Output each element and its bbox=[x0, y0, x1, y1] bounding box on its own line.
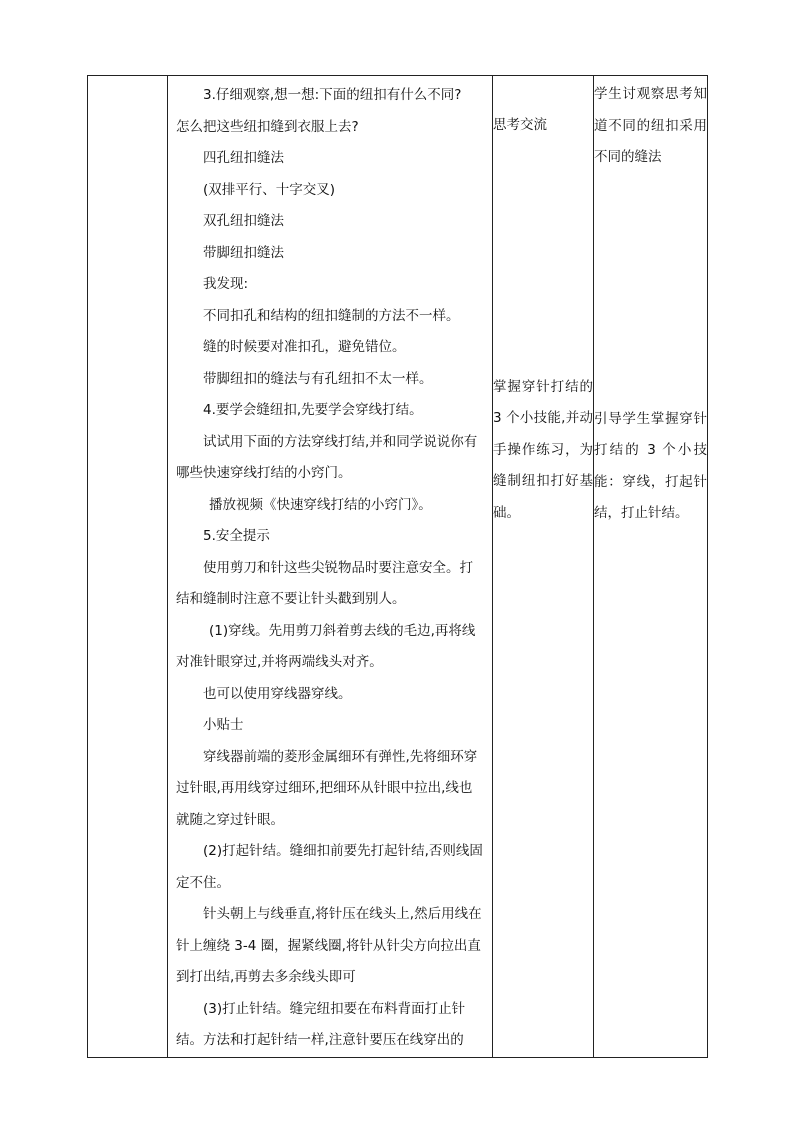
content-line: 缝的时候要对准扣孔，避免错位。 bbox=[203, 339, 406, 355]
content-line: 我发现: bbox=[203, 276, 249, 292]
content-line: 5.安全提示 bbox=[203, 528, 270, 544]
intent-text-b: 引导学生掌握穿针打结的 3 个小技能：穿线，打起针结，打止针结。 bbox=[594, 410, 707, 521]
content-line: 播放视频《快速穿线打结的小窍门》。 bbox=[209, 496, 432, 513]
content-line: 不同扣孔和结构的纽扣缝制的方法不一样。 bbox=[203, 307, 460, 324]
content-line: 针头朝上与线垂直,将针压在线头上,然后用线在针上缠绕 3-4 圈，握紧线圈,将针从针尖方向拉出直到打出结,再剪去多余线头即可 bbox=[176, 906, 482, 985]
content-line: (3)打止针结。缝完纽扣要在布料背面打止针结。方法和打起针结一样,注意针要压在线穿出的 bbox=[176, 1000, 466, 1048]
content-line: 试试用下面的方法穿线打结,并和同学说说你有哪些快速穿线打结的小窍门。 bbox=[176, 433, 478, 481]
content-line: (2)打起针结。缝细扣前要先打起针结,否则线固定不住。 bbox=[176, 843, 483, 891]
content-line: 穿线器前端的菱形金属细环有弹性,先将细环穿过针眼,再用线穿过细环,把细环从针眼中拉出,线也就随之穿过针眼。 bbox=[176, 748, 478, 828]
activity-text-a: 思考交流 bbox=[493, 117, 547, 133]
content-line: 也可以使用穿线器穿线。 bbox=[203, 685, 352, 702]
content-line: 使用剪刀和针这些尖锐物品时要注意安全。打结和缝制时注意不要让针头戳到别人。 bbox=[176, 559, 473, 607]
intent-cell bbox=[594, 76, 708, 1058]
content-line: 3.仔细观察,想一想:下面的纽扣有什么不同? bbox=[203, 87, 462, 103]
content-line: 4.要学会缝纽扣,先要学会穿线打结。 bbox=[203, 402, 423, 418]
lesson-plan-table bbox=[87, 75, 708, 1058]
intent-text-a: 学生讨观察思考知道不同的纽扣采用不同的缝法 bbox=[594, 86, 707, 165]
content-line: (双排平行、十字交叉) bbox=[203, 181, 336, 198]
content-line: 怎么把这些纽扣缝到衣服上去? bbox=[176, 118, 359, 135]
content-line: (1)穿线。先用剪刀斜着剪去线的毛边,再将线对准针眼穿过,并将两端线头对齐。 bbox=[176, 622, 476, 670]
stage-cell bbox=[88, 76, 168, 1058]
content-line: 双孔纽扣缝法 bbox=[203, 213, 284, 229]
activity-text-b: 掌握穿针打结的 3 个小技能,并动手操作练习，为缝制纽扣打好基础。 bbox=[493, 378, 593, 521]
table-row bbox=[88, 76, 708, 1058]
content-line: 四孔纽扣缝法 bbox=[203, 150, 284, 166]
content-line: 小贴士 bbox=[203, 717, 244, 733]
activity-cell bbox=[493, 76, 594, 1058]
content-line: 带脚纽扣的缝法与有孔纽扣不太一样。 bbox=[203, 370, 433, 387]
teaching-content-cell bbox=[168, 76, 493, 1058]
content-line: 带脚纽扣缝法 bbox=[203, 244, 284, 261]
